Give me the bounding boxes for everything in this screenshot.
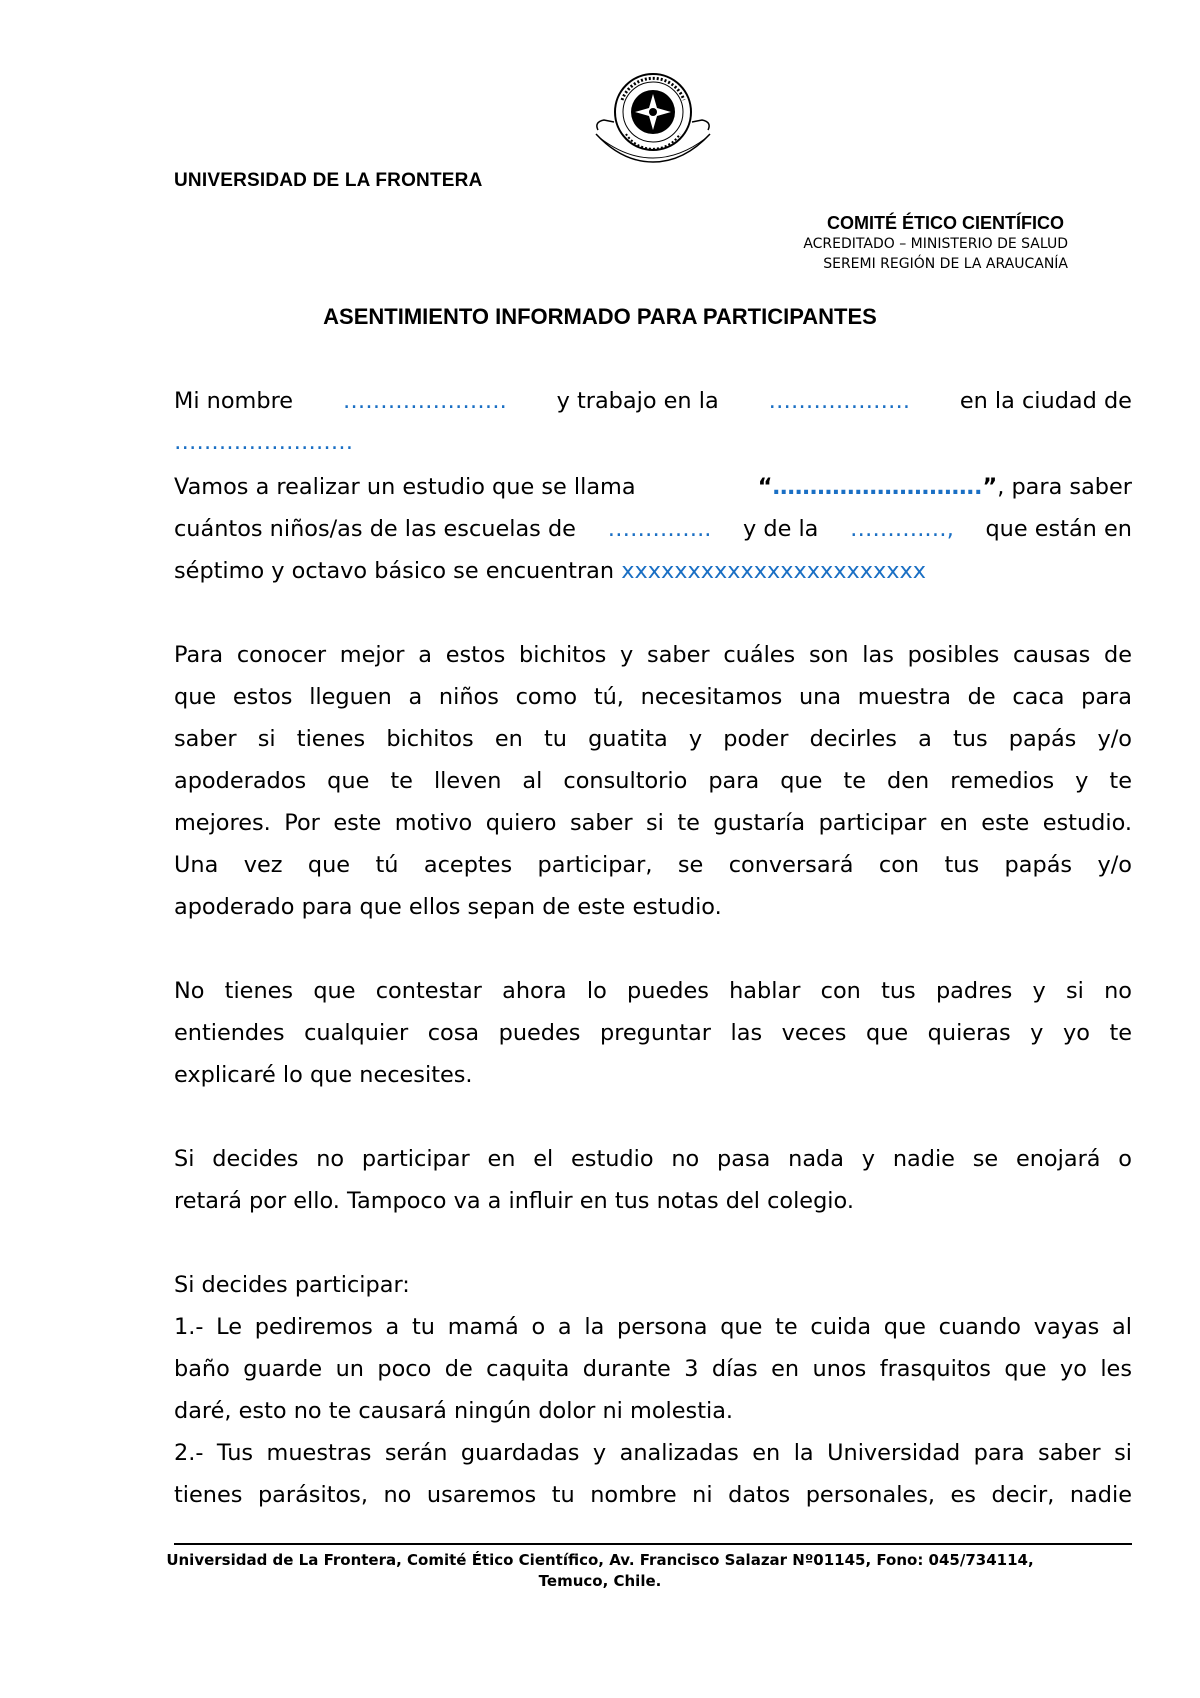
accreditation-line: ACREDITADO – MINISTERIO DE SALUD — [803, 236, 1068, 252]
line-text: que estos lleguen a niños como tú, necesitamos una muestra de caca para — [174, 684, 1132, 710]
intro-line-2 — [174, 421, 1132, 463]
condition-blank: xxxxxxxxxxxxxxxxxxxxxxx — [621, 558, 926, 584]
quote-open: “ — [757, 474, 773, 500]
paragraph-line — [174, 760, 1132, 802]
line-text: tienes parásitos, no usaremos tu nombre ni datos personales, es decir, nadie — [174, 1482, 1132, 1508]
workplace-blank: ………………. — [768, 388, 910, 414]
line-text: 2.- Tus muestras serán guardadas y analizadas en la Universidad para saber si — [174, 1440, 1132, 1466]
paragraph-line — [174, 1474, 1132, 1516]
intro-line-1 — [174, 380, 1132, 422]
study-text: y de la — [742, 516, 819, 542]
line-text: Si decides participar: — [174, 1272, 410, 1298]
line-text: retará por ello. Tampoco va a influir en tus notas del colegio. — [174, 1188, 854, 1214]
paragraph-line — [174, 1348, 1132, 1390]
study-text: cuántos niños/as de las escuelas de — [174, 516, 576, 542]
paragraph-line — [174, 1264, 1132, 1306]
paragraph-line — [174, 1012, 1132, 1054]
line-text: Para conocer mejor a estos bichitos y saber cuáles son las posibles causas de — [174, 642, 1132, 668]
line-text: explicaré lo que necesites. — [174, 1062, 473, 1088]
paragraph-line — [174, 970, 1132, 1012]
line-text: saber si tienes bichitos en tu guatita y poder decirles a tus papás y/o — [174, 726, 1132, 752]
paragraph-line — [174, 634, 1132, 676]
intro-text: y trabajo en la — [556, 388, 719, 414]
study-text: séptimo y octavo básico se encuentran — [174, 558, 615, 584]
paragraph-line — [174, 1306, 1132, 1348]
line-text: No tienes que contestar ahora lo puedes hablar con tus padres y si no — [174, 978, 1132, 1004]
footer-divider — [174, 1543, 1132, 1545]
line-text: 1.- Le pediremos a tu mamá o a la persona que te cuida que cuando vayas al — [174, 1314, 1132, 1340]
study-line-2 — [174, 508, 1132, 550]
line-text: apoderados que te lleven al consultorio para que te den remedios y te — [174, 768, 1132, 794]
study-text: , para saber — [997, 474, 1132, 500]
footer-address: Universidad de La Frontera, Comité Ético Científico, Av. Francisco Salazar Nº01145, Fono: 045/734114, — [166, 1551, 1034, 1569]
paragraph-line — [174, 1390, 1132, 1432]
document-title: ASENTIMIENTO INFORMADO PARA PARTICIPANTES — [323, 304, 877, 329]
paragraph-line — [174, 886, 1132, 928]
line-text: Una vez que tú aceptes participar, se conversará con tus papás y/o — [174, 852, 1132, 878]
paragraph-line — [174, 802, 1132, 844]
region-line: SEREMI REGIÓN DE LA ARAUCANÍA — [823, 256, 1068, 272]
paragraph-line — [174, 718, 1132, 760]
line-text: entiendes cualquier cosa puedes preguntar las veces que quieras y yo te — [174, 1020, 1132, 1046]
place-blank: ……….…, — [850, 516, 954, 542]
university-seal-logo — [592, 70, 714, 166]
schools-blank: ………….. — [607, 516, 712, 542]
paragraph-line — [174, 1138, 1132, 1180]
study-name-blank: ………………………. — [772, 474, 983, 500]
committee-name: COMITÉ ÉTICO CIENTÍFICO — [827, 213, 1064, 233]
name-blank: …………………. — [342, 388, 507, 414]
line-text: daré, esto no te causará ningún dolor ni molestia. — [174, 1398, 734, 1424]
footer-city: Temuco, Chile. — [538, 1572, 662, 1590]
paragraph-line — [174, 1054, 1132, 1096]
city-blank: …………………… — [174, 429, 354, 455]
quote-close: ” — [982, 474, 998, 500]
study-text: Vamos a realizar un estudio que se llama — [174, 474, 636, 500]
paragraph-line — [174, 1180, 1132, 1222]
paragraph-line — [174, 676, 1132, 718]
university-name: UNIVERSIDAD DE LA FRONTERA — [174, 170, 483, 191]
study-line-3 — [174, 550, 1132, 592]
line-text: Si decides no participar en el estudio no pasa nada y nadie se enojará o — [174, 1146, 1132, 1172]
intro-text: en la ciudad de — [959, 388, 1132, 414]
line-text: mejores. Por este motivo quiero saber si te gustaría participar en este estudio. — [174, 810, 1132, 836]
line-text: apoderado para que ellos sepan de este estudio. — [174, 894, 722, 920]
paragraph-line — [174, 844, 1132, 886]
paragraph-line — [174, 1432, 1132, 1474]
study-text: que están en — [985, 516, 1132, 542]
intro-text: Mi nombre — [174, 388, 294, 414]
line-text: baño guarde un poco de caquita durante 3 días en unos frasquitos que yo les — [174, 1356, 1132, 1382]
study-line-1 — [174, 466, 1132, 508]
